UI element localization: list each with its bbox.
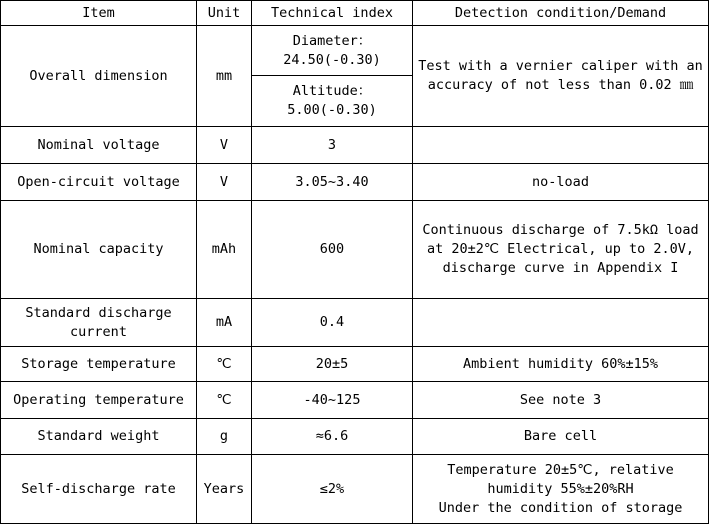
table-row bbox=[1, 455, 709, 524]
header-row bbox=[1, 1, 709, 26]
table-row bbox=[1, 127, 709, 164]
index-cell: ≤2% bbox=[252, 455, 413, 524]
condition-cell bbox=[413, 127, 709, 164]
table-row bbox=[1, 26, 709, 76]
table-row bbox=[1, 164, 709, 201]
item-cell: Overall dimension bbox=[1, 26, 197, 127]
condition-cell: Test with a vernier caliper with an accuracy of not less than 0.02 ㎜ bbox=[413, 26, 709, 127]
condition-cell: Bare cell bbox=[413, 419, 709, 455]
table-row bbox=[1, 419, 709, 455]
unit-cell: ℃ bbox=[197, 347, 252, 382]
item-cell: Standard discharge current bbox=[1, 299, 197, 347]
condition-cell: no-load bbox=[413, 164, 709, 201]
index-cell: ≈6.6 bbox=[252, 419, 413, 455]
unit-cell: Years bbox=[197, 455, 252, 524]
table-row bbox=[1, 347, 709, 382]
unit-cell: V bbox=[197, 164, 252, 201]
condition-cell: Ambient humidity 60%±15% bbox=[413, 347, 709, 382]
header-technical-index: Technical index bbox=[252, 1, 413, 26]
header-item: Item bbox=[1, 1, 197, 26]
header-unit: Unit bbox=[197, 1, 252, 26]
index-cell: 20±5 bbox=[252, 347, 413, 382]
unit-cell: g bbox=[197, 419, 252, 455]
condition-cell: Continuous discharge of 7.5kΩ load at 20±2℃ Electrical, up to 2.0V, discharge curve in Appendix I bbox=[413, 201, 709, 299]
unit-cell: mm bbox=[197, 26, 252, 127]
item-cell: Open-circuit voltage bbox=[1, 164, 197, 201]
table-row bbox=[1, 382, 709, 419]
item-cell: Self-discharge rate bbox=[1, 455, 197, 524]
item-cell: Standard weight bbox=[1, 419, 197, 455]
index-cell: 3 bbox=[252, 127, 413, 164]
table-row bbox=[1, 201, 709, 299]
condition-cell: Temperature 20±5℃, relative humidity 55%±20%RH Under the condition of storage bbox=[413, 455, 709, 524]
index-cell: 0.4 bbox=[252, 299, 413, 347]
item-cell: Operating temperature bbox=[1, 382, 197, 419]
index-diameter-cell: Diameter： 24.50(-0.30) bbox=[252, 26, 413, 76]
index-altitude-cell: Altitude： 5.00(-0.30) bbox=[252, 76, 413, 127]
item-cell: Nominal capacity bbox=[1, 201, 197, 299]
item-cell: Nominal voltage bbox=[1, 127, 197, 164]
header-condition: Detection condition/Demand bbox=[413, 1, 709, 26]
index-cell: -40~125 bbox=[252, 382, 413, 419]
unit-cell: ℃ bbox=[197, 382, 252, 419]
table-row bbox=[1, 299, 709, 347]
unit-cell: mA bbox=[197, 299, 252, 347]
item-cell: Storage temperature bbox=[1, 347, 197, 382]
index-cell: 3.05~3.40 bbox=[252, 164, 413, 201]
unit-cell: V bbox=[197, 127, 252, 164]
unit-cell: mAh bbox=[197, 201, 252, 299]
index-cell: 600 bbox=[252, 201, 413, 299]
condition-cell: See note 3 bbox=[413, 382, 709, 419]
condition-cell bbox=[413, 299, 709, 347]
